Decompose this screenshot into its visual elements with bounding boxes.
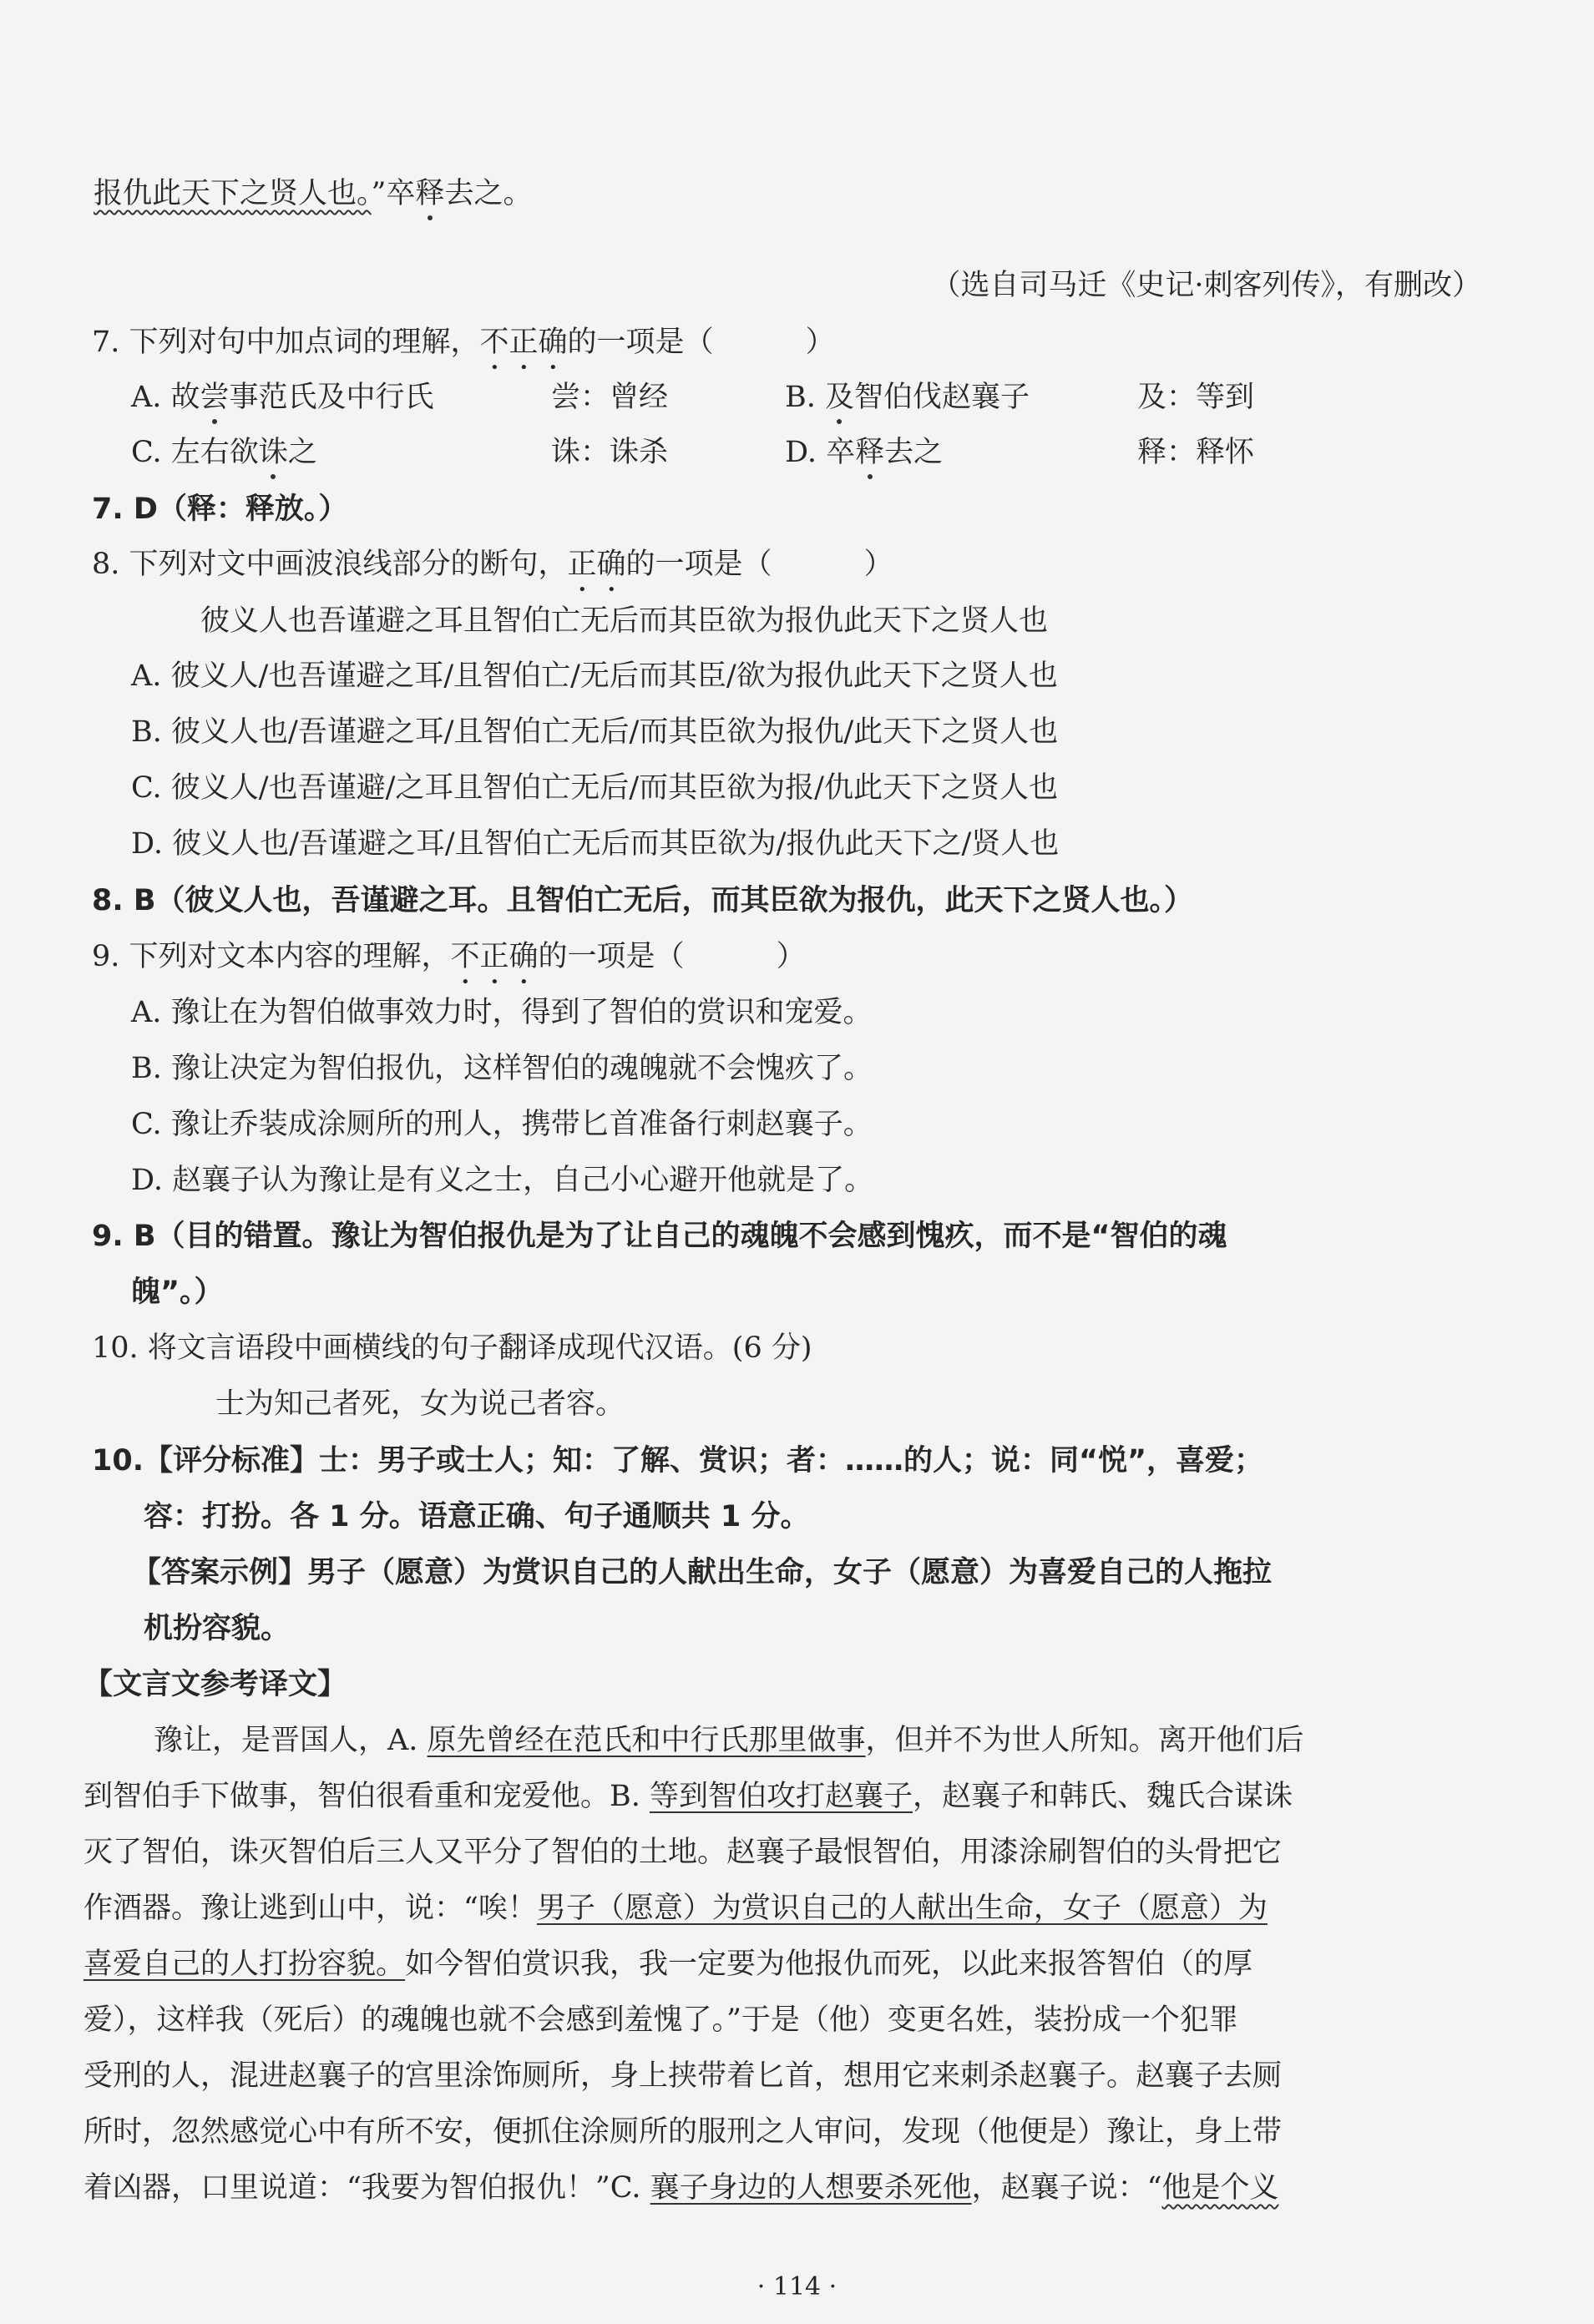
dotted-word: 诛 (259, 431, 288, 474)
q10-criteria-line-2: 容：打扮。各 1 分。语意正确、句子通顺共 1 分。 (144, 1500, 810, 1533)
q9-answer-line-1: 9. B（目的错置。豫让为智伯报仇是为了让自己的魂魄不会感到愧疚，而不是“智伯的魂 (92, 1220, 1227, 1253)
passage-continuation: 报仇此天下之贤人也。”卒释去之。 (94, 172, 532, 215)
translation-line-9: 着凶器，口里说道：“我要为智伯报仇！”C. 襄子身边的人想要杀死他，赵襄子说：“他是个义 (83, 2171, 1279, 2205)
underlined-text: 喜爱自己的人打扮容貌。 (83, 1948, 406, 1981)
wavy-underlined-text: 报仇此天下之贤人也。 (94, 177, 372, 210)
q10-criteria-line-1: 10.【评分标准】士：男子或士人；知：了解、赏识；者：……的人；说：同“悦”，喜爱； (92, 1444, 1264, 1478)
q9-stem: 9. 下列对文本内容的理解，不正确的一项是（ ） (92, 940, 806, 973)
q7-option-a-gloss: 尝：曾经 (551, 381, 669, 414)
wavy-underlined-text: 他是个义 (1161, 2171, 1279, 2205)
dotted-word: 及 (825, 376, 854, 419)
q9-option-b: B. 豫让决定为智伯报仇，这样智伯的魂魄就不会愧疚了。 (131, 1052, 873, 1085)
emphasis-dots: 不正确 (450, 940, 539, 973)
q7-option-c: C. 左右欲诛之 (131, 431, 317, 474)
q10-sentence: 士为知己者死，女为说己者容。 (215, 1387, 625, 1421)
dotted-word: 尝 (200, 376, 230, 419)
q8-answer: 8. B（彼义人也，吾谨避之耳。且智伯亡无后，而其臣欲为报仇，此天下之贤人也。） (92, 884, 1194, 917)
underlined-text: 襄子身边的人想要杀死他 (650, 2171, 972, 2205)
dotted-word: 释 (415, 172, 444, 215)
q7-stem: 7. 下列对句中加点词的理解，不正确的一项是（ ） (92, 326, 835, 359)
translation-line-6: 爱），这样我（死后）的魂魄也就不会感到羞愧了。”于是（他）变更名姓，装扮成一个犯罪 (83, 2003, 1238, 2037)
underlined-text: 原先曾经在范氏和中行氏那里做事 (427, 1724, 866, 1757)
q9-option-a: A. 豫让在为智伯做事效力时，得到了智伯的赏识和宠爱。 (131, 996, 873, 1029)
q8-option-b: B. 彼义人也/吾谨避之耳/且智伯亡无后/而其臣欲为报仇/此天下之贤人也 (131, 715, 1059, 749)
q7-option-b: B. 及智伯伐赵襄子 (785, 376, 1030, 419)
q7-option-d-gloss: 释：释怀 (1137, 436, 1255, 469)
q7-answer: 7. D（释：释放。） (92, 493, 348, 526)
page-number: · 114 · (757, 2272, 837, 2301)
translation-line-1: 豫让，是晋国人，A. 原先曾经在范氏和中行氏那里做事，但并不为世人所知。离开他们后 (154, 1724, 1304, 1757)
translation-line-4: 作酒器。豫让逃到山中，说：“唉！男子（愿意）为赏识自己的人献出生命，女子（愿意）为 (83, 1892, 1268, 1925)
underlined-text: 等到智伯攻打赵襄子 (649, 1780, 913, 1813)
q9-option-c: C. 豫让乔装成涂厕所的刑人，携带匕首准备行刺赵襄子。 (131, 1108, 873, 1141)
translation-line-8: 所时，忽然感觉心中有所不安，便抓住涂厕所的服刑之人审问，发现（他便是）豫让，身上带 (83, 2115, 1283, 2149)
underlined-text: 男子（愿意）为赏识自己的人献出生命，女子（愿意）为 (536, 1892, 1268, 1925)
emphasis-dots: 正确 (567, 548, 626, 581)
dotted-word: 释 (855, 431, 884, 474)
q8-option-d: D. 彼义人也/吾谨避之耳/且智伯亡无后而其臣欲为/报仇此天下之/贤人也 (131, 827, 1060, 861)
q10-example-line-2: 机扮容貌。 (144, 1612, 291, 1645)
q7-option-a: A. 故尝事范氏及中行氏 (131, 376, 434, 419)
q10-example-line-1: 【答案示例】男子（愿意）为赏识自己的人献出生命，女子（愿意）为喜爱自己的人拖拉 (132, 1556, 1273, 1589)
translation-line-7: 受刑的人，混进赵襄子的宫里涂饰厕所，身上挟带着匕首，想用它来刺杀赵襄子。赵襄子去厕 (83, 2059, 1283, 2093)
q8-stem: 8. 下列对文中画波浪线部分的断句，正确的一项是（ ） (92, 548, 893, 581)
emphasis-dots: 不正确 (479, 326, 568, 359)
q7-option-d: D. 卒释去之 (785, 431, 943, 474)
translation-line-3: 灭了智伯，诛灭智伯后三人又平分了智伯的土地。赵襄子最恨智伯，用漆涂刷智伯的头骨把它 (83, 1836, 1283, 1869)
q9-option-d: D. 赵襄子认为豫让是有义之士，自己小心避开他就是了。 (131, 1164, 874, 1197)
q9-answer-line-2: 魄”。） (131, 1276, 224, 1309)
translation-heading: 【文言文参考译文】 (83, 1668, 347, 1701)
translation-line-5: 喜爱自己的人打扮容貌。如今智伯赏识我，我一定要为他报仇而死，以此来报答智伯（的厚 (83, 1948, 1253, 1981)
q10-stem: 10. 将文言语段中画横线的句子翻译成现代汉语。(6 分) (92, 1331, 812, 1365)
q8-option-c: C. 彼义人/也吾谨避/之耳且智伯亡无后/而其臣欲为报/仇此天下之贤人也 (131, 771, 1058, 805)
source-citation: （选自司马迁《史记·刺客列传》，有删改） (931, 269, 1481, 302)
translation-line-2: 到智伯手下做事，智伯很看重和宠爱他。B. 等到智伯攻打赵襄子，赵襄子和韩氏、魏氏合谋诛 (83, 1780, 1293, 1813)
q7-option-c-gloss: 诛：诛杀 (551, 436, 669, 469)
q8-passage: 彼义人也吾谨避之耳且智伯亡无后而其臣欲为报仇此天下之贤人也 (200, 604, 1049, 638)
q8-option-a: A. 彼义人/也吾谨避之耳/且智伯亡/无后而其臣/欲为报仇此天下之贤人也 (131, 659, 1058, 693)
q7-option-b-gloss: 及：等到 (1137, 381, 1255, 414)
